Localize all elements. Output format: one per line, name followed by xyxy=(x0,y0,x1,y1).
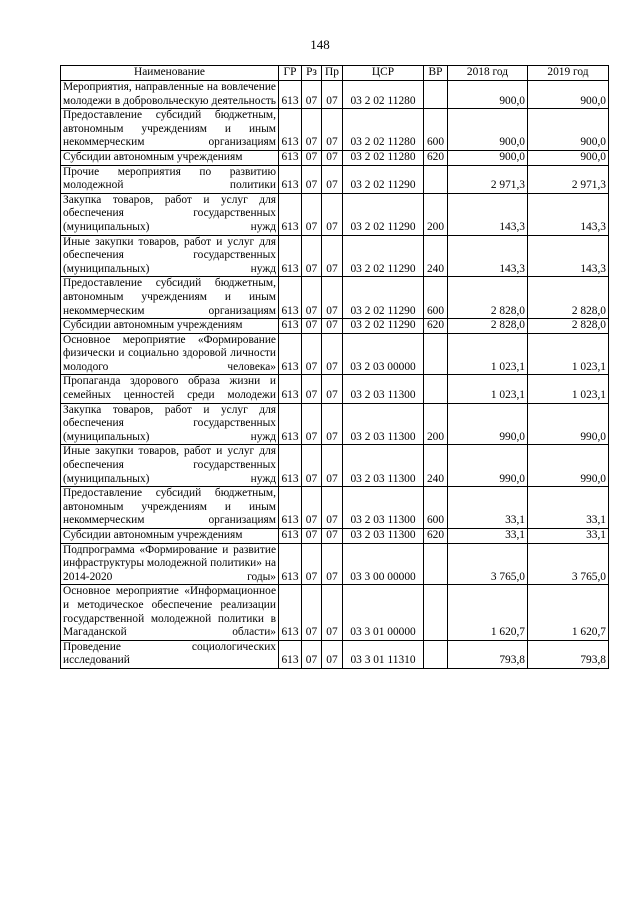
cell-rz: 07 xyxy=(302,487,322,529)
cell-2019: 33,1 xyxy=(528,529,609,544)
header-rz: Рз xyxy=(302,66,322,81)
cell-2018: 900,0 xyxy=(448,81,528,109)
cell-pr: 07 xyxy=(322,375,343,403)
cell-gr: 613 xyxy=(279,193,302,235)
cell-2019: 143,3 xyxy=(528,235,609,277)
header-name: Наименование xyxy=(61,66,279,81)
cell-rz: 07 xyxy=(302,319,322,334)
header-csr: ЦСР xyxy=(343,66,424,81)
cell-name: Подпрограмма «Формирование и развитие инфраструктуры молодежной политики» на 2014-2020 годы» xyxy=(61,543,279,585)
cell-rz: 07 xyxy=(302,333,322,375)
cell-csr: 03 2 02 11290 xyxy=(343,165,424,193)
cell-pr: 07 xyxy=(322,529,343,544)
cell-csr: 03 3 01 00000 xyxy=(343,585,424,640)
cell-rz: 07 xyxy=(302,277,322,319)
cell-rz: 07 xyxy=(302,543,322,585)
cell-csr: 03 2 02 11290 xyxy=(343,277,424,319)
cell-csr: 03 2 03 11300 xyxy=(343,375,424,403)
cell-gr: 613 xyxy=(279,375,302,403)
table-row xyxy=(61,543,609,585)
cell-2019: 2 828,0 xyxy=(528,319,609,334)
table-row xyxy=(61,403,609,445)
cell-2019: 900,0 xyxy=(528,150,609,165)
cell-gr: 613 xyxy=(279,150,302,165)
cell-gr: 613 xyxy=(279,235,302,277)
cell-2018: 1 023,1 xyxy=(448,375,528,403)
cell-vr xyxy=(424,543,448,585)
cell-csr: 03 2 02 11290 xyxy=(343,235,424,277)
cell-vr xyxy=(424,375,448,403)
cell-vr: 240 xyxy=(424,235,448,277)
cell-gr: 613 xyxy=(279,109,302,151)
cell-pr: 07 xyxy=(322,487,343,529)
cell-vr xyxy=(424,585,448,640)
cell-name: Субсидии автономным учреждениям xyxy=(61,150,279,165)
table-body xyxy=(61,81,609,669)
cell-vr xyxy=(424,333,448,375)
cell-2019: 900,0 xyxy=(528,81,609,109)
cell-2018: 33,1 xyxy=(448,487,528,529)
cell-2019: 793,8 xyxy=(528,640,609,668)
cell-vr: 200 xyxy=(424,403,448,445)
cell-rz: 07 xyxy=(302,150,322,165)
cell-pr: 07 xyxy=(322,543,343,585)
header-2018: 2018 год xyxy=(448,66,528,81)
cell-gr: 613 xyxy=(279,543,302,585)
header-gr: ГР xyxy=(279,66,302,81)
cell-rz: 07 xyxy=(302,193,322,235)
table-row xyxy=(61,585,609,640)
table-row xyxy=(61,165,609,193)
cell-pr: 07 xyxy=(322,319,343,334)
cell-csr: 03 3 01 11310 xyxy=(343,640,424,668)
cell-vr: 620 xyxy=(424,150,448,165)
cell-gr: 613 xyxy=(279,277,302,319)
cell-2019: 143,3 xyxy=(528,193,609,235)
header-vr: ВР xyxy=(424,66,448,81)
cell-name: Предоставление субсидий бюджетным, автономным учреждениям и иным некоммерческим организациям xyxy=(61,277,279,319)
table-row xyxy=(61,277,609,319)
table-row xyxy=(61,193,609,235)
cell-name: Закупка товаров, работ и услуг для обеспечения государственных (муниципальных) нужд xyxy=(61,193,279,235)
table-row xyxy=(61,487,609,529)
table-row xyxy=(61,109,609,151)
cell-name: Субсидии автономным учреждениям xyxy=(61,319,279,334)
cell-2018: 990,0 xyxy=(448,403,528,445)
cell-pr: 07 xyxy=(322,585,343,640)
cell-gr: 613 xyxy=(279,81,302,109)
cell-vr: 620 xyxy=(424,529,448,544)
page-number: 148 xyxy=(310,37,330,52)
table-row xyxy=(61,319,609,334)
cell-rz: 07 xyxy=(302,529,322,544)
cell-2018: 3 765,0 xyxy=(448,543,528,585)
cell-2018: 143,3 xyxy=(448,235,528,277)
cell-rz: 07 xyxy=(302,585,322,640)
cell-2019: 3 765,0 xyxy=(528,543,609,585)
cell-csr: 03 2 03 11300 xyxy=(343,445,424,487)
cell-2018: 793,8 xyxy=(448,640,528,668)
cell-csr: 03 2 02 11290 xyxy=(343,193,424,235)
cell-gr: 613 xyxy=(279,529,302,544)
cell-2018: 990,0 xyxy=(448,445,528,487)
cell-pr: 07 xyxy=(322,165,343,193)
cell-vr xyxy=(424,81,448,109)
cell-gr: 613 xyxy=(279,333,302,375)
cell-rz: 07 xyxy=(302,640,322,668)
cell-vr xyxy=(424,640,448,668)
cell-vr: 200 xyxy=(424,193,448,235)
cell-gr: 613 xyxy=(279,403,302,445)
cell-rz: 07 xyxy=(302,375,322,403)
table-row xyxy=(61,529,609,544)
cell-name: Субсидии автономным учреждениям xyxy=(61,529,279,544)
cell-2019: 900,0 xyxy=(528,109,609,151)
cell-2018: 143,3 xyxy=(448,193,528,235)
cell-pr: 07 xyxy=(322,333,343,375)
cell-name: Основное мероприятие «Формирование физически и социально здоровой личности молодого человека» xyxy=(61,333,279,375)
cell-2019: 33,1 xyxy=(528,487,609,529)
cell-csr: 03 2 02 11280 xyxy=(343,81,424,109)
cell-vr: 620 xyxy=(424,319,448,334)
cell-gr: 613 xyxy=(279,585,302,640)
table-row xyxy=(61,81,609,109)
budget-table xyxy=(60,65,609,669)
table-row xyxy=(61,235,609,277)
cell-vr: 600 xyxy=(424,109,448,151)
table-header-row xyxy=(61,66,609,81)
cell-pr: 07 xyxy=(322,277,343,319)
cell-2019: 990,0 xyxy=(528,445,609,487)
cell-name: Иные закупки товаров, работ и услуг для обеспечения государственных (муниципальных) нужд xyxy=(61,445,279,487)
cell-rz: 07 xyxy=(302,403,322,445)
table-row xyxy=(61,375,609,403)
cell-csr: 03 2 02 11290 xyxy=(343,319,424,334)
cell-csr: 03 2 03 11300 xyxy=(343,487,424,529)
cell-rz: 07 xyxy=(302,165,322,193)
cell-vr: 600 xyxy=(424,487,448,529)
cell-pr: 07 xyxy=(322,445,343,487)
cell-name: Основное мероприятие «Информационное и методическое обеспечение реализации государственной молодежной политики в Магаданской области» xyxy=(61,585,279,640)
cell-name: Предоставление субсидий бюджетным, автономным учреждениям и иным некоммерческим организациям xyxy=(61,487,279,529)
cell-2018: 1 023,1 xyxy=(448,333,528,375)
cell-rz: 07 xyxy=(302,81,322,109)
cell-name: Закупка товаров, работ и услуг для обеспечения государственных (муниципальных) нужд xyxy=(61,403,279,445)
cell-rz: 07 xyxy=(302,109,322,151)
cell-rz: 07 xyxy=(302,235,322,277)
cell-gr: 613 xyxy=(279,319,302,334)
cell-name: Пропаганда здорового образа жизни и семейных ценностей среди молодежи xyxy=(61,375,279,403)
cell-name: Предоставление субсидий бюджетным, автономным учреждениям и иным некоммерческим организациям xyxy=(61,109,279,151)
cell-rz: 07 xyxy=(302,445,322,487)
cell-pr: 07 xyxy=(322,109,343,151)
cell-2019: 1 620,7 xyxy=(528,585,609,640)
cell-csr: 03 3 00 00000 xyxy=(343,543,424,585)
cell-pr: 07 xyxy=(322,235,343,277)
cell-2018: 2 971,3 xyxy=(448,165,528,193)
cell-2018: 900,0 xyxy=(448,150,528,165)
cell-gr: 613 xyxy=(279,445,302,487)
cell-csr: 03 2 02 11280 xyxy=(343,109,424,151)
cell-2018: 1 620,7 xyxy=(448,585,528,640)
cell-pr: 07 xyxy=(322,150,343,165)
cell-pr: 07 xyxy=(322,193,343,235)
cell-gr: 613 xyxy=(279,487,302,529)
cell-csr: 03 2 03 11300 xyxy=(343,529,424,544)
cell-gr: 613 xyxy=(279,165,302,193)
cell-pr: 07 xyxy=(322,640,343,668)
table-row xyxy=(61,150,609,165)
cell-csr: 03 2 03 11300 xyxy=(343,403,424,445)
cell-pr: 07 xyxy=(322,403,343,445)
cell-2018: 2 828,0 xyxy=(448,277,528,319)
cell-name: Иные закупки товаров, работ и услуг для обеспечения государственных (муниципальных) нужд xyxy=(61,235,279,277)
table-row xyxy=(61,640,609,668)
cell-csr: 03 2 02 11280 xyxy=(343,150,424,165)
cell-2018: 900,0 xyxy=(448,109,528,151)
cell-vr: 240 xyxy=(424,445,448,487)
cell-vr: 600 xyxy=(424,277,448,319)
cell-pr: 07 xyxy=(322,81,343,109)
table-row xyxy=(61,445,609,487)
cell-2019: 2 828,0 xyxy=(528,277,609,319)
cell-2019: 1 023,1 xyxy=(528,333,609,375)
cell-2019: 990,0 xyxy=(528,403,609,445)
header-2019: 2019 год xyxy=(528,66,609,81)
cell-gr: 613 xyxy=(279,640,302,668)
cell-2018: 2 828,0 xyxy=(448,319,528,334)
cell-2018: 33,1 xyxy=(448,529,528,544)
cell-2019: 1 023,1 xyxy=(528,375,609,403)
cell-name: Мероприятия, направленные на вовлечение молодежи в добровольческую деятельность xyxy=(61,81,279,109)
table-row xyxy=(61,333,609,375)
cell-vr xyxy=(424,165,448,193)
cell-name: Проведение социологических исследований xyxy=(61,640,279,668)
cell-2019: 2 971,3 xyxy=(528,165,609,193)
cell-name: Прочие мероприятия по развитию молодежной политики xyxy=(61,165,279,193)
cell-csr: 03 2 03 00000 xyxy=(343,333,424,375)
header-pr: Пр xyxy=(322,66,343,81)
